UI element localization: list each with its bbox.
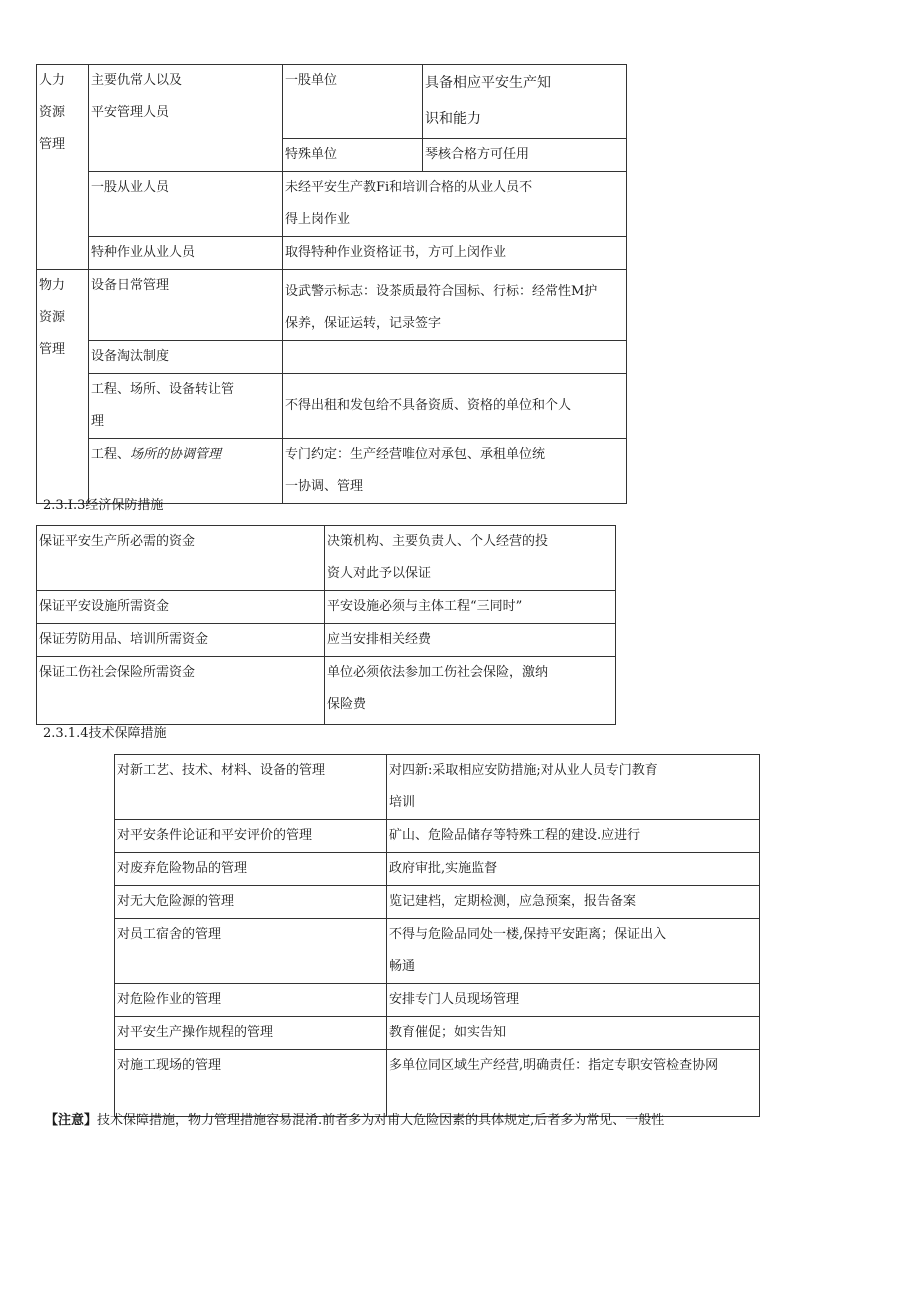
text: 得上岗作业 bbox=[285, 212, 351, 227]
eliminate-req-cell bbox=[283, 341, 627, 374]
special-unit-cell: 特殊单位 bbox=[283, 139, 423, 172]
tech-item: 对施工现场的管理 bbox=[115, 1050, 387, 1117]
text: 未经平安生产教Fi和培训合格的从业人员不 bbox=[285, 180, 533, 195]
text: 管理 bbox=[39, 137, 66, 152]
econ-item: 保证平安生产所必需的资金 bbox=[37, 526, 325, 591]
text: 畅通 bbox=[389, 959, 416, 974]
text: 资源 bbox=[39, 310, 66, 325]
tech-req: 矿山、危险品储存等特殊工程的建设.应进行 bbox=[387, 820, 760, 853]
resource-management-table bbox=[36, 64, 627, 504]
text: 资人对此予以保证 bbox=[327, 566, 432, 581]
econ-req bbox=[325, 526, 616, 591]
note-text: 技术保障措施，物力管理措施容易混淆.前者多为对甫大危险因素的具体规定,后者多为常见、一般性 bbox=[97, 1113, 665, 1128]
econ-req: 平安设施必须与主体工程“三同时” bbox=[325, 591, 616, 624]
text: 人力 bbox=[39, 73, 66, 88]
text: 单位必须依法参加工伤社会保险，激纳 bbox=[327, 665, 549, 680]
economic-measures-table bbox=[36, 525, 616, 725]
text: 不得与危险品同处一楼,保持平安距离；保证出入 bbox=[389, 927, 667, 942]
text: 多单位同区域生产经营,明确责任：指定专职安管检查协网 bbox=[389, 1058, 719, 1073]
text: 平安管理人员 bbox=[91, 105, 170, 120]
special-unit-req-cell: 琴核合格方可任用 bbox=[423, 139, 627, 172]
tech-item: 对平安生产操作规程的管理 bbox=[115, 1017, 387, 1050]
coordination-cell bbox=[89, 439, 283, 504]
note-label: 【注意】 bbox=[45, 1113, 98, 1128]
section-technical-heading: 2.3.1.4技术保障措施 bbox=[43, 726, 167, 741]
text: 决策机构、主要负责人、个人经营的投 bbox=[327, 534, 549, 549]
category-material bbox=[37, 270, 89, 504]
general-staff-req-cell bbox=[283, 172, 627, 237]
text: 理 bbox=[91, 414, 105, 429]
text: 培训 bbox=[389, 795, 416, 810]
text: 工程、场所、设备转让管 bbox=[91, 382, 235, 397]
text: 物力 bbox=[39, 278, 66, 293]
tech-item: 对员工宿舍的管理 bbox=[115, 919, 387, 984]
text: 保养，保证运转，记录签字 bbox=[285, 316, 442, 331]
tech-req: 政府审批,实施监督 bbox=[387, 853, 760, 886]
text: 对四新:采取相应安防措施;对从业人员专门教育 bbox=[389, 763, 658, 778]
tech-item: 对危险作业的管理 bbox=[115, 984, 387, 1017]
tech-req: 览记建档，定期检测，应急预案，报告备案 bbox=[387, 886, 760, 919]
daily-mgmt-req-cell bbox=[283, 270, 627, 341]
general-unit-cell: 一股单位 bbox=[283, 65, 423, 139]
tech-item: 对新工艺、技术、材料、设备的管理 bbox=[115, 755, 387, 820]
tech-item: 对无大危险源的管理 bbox=[115, 886, 387, 919]
text: 管理 bbox=[39, 342, 66, 357]
daily-mgmt-cell: 设备日常管理 bbox=[89, 270, 283, 341]
text: 工程、 bbox=[91, 447, 131, 462]
econ-req bbox=[325, 657, 616, 725]
econ-item: 保证平安设施所需资金 bbox=[37, 591, 325, 624]
technical-measures-table bbox=[114, 754, 760, 1117]
text: 识和能力 bbox=[425, 111, 481, 127]
econ-item: 保证劳防用品、培训所需资金 bbox=[37, 624, 325, 657]
econ-req: 应当安排相关经费 bbox=[325, 624, 616, 657]
tech-req bbox=[387, 919, 760, 984]
coordination-req-cell bbox=[283, 439, 627, 504]
special-staff-cell: 特种作业从业人员 bbox=[89, 237, 283, 270]
text: 具备相应平安生产知 bbox=[425, 75, 551, 91]
general-staff-cell: 一股从业人员 bbox=[89, 172, 283, 237]
tech-req bbox=[387, 1050, 760, 1117]
transfer-cell bbox=[89, 374, 283, 439]
tech-req: 安排专门人员现场管理 bbox=[387, 984, 760, 1017]
tech-req: 教育催促；如实告知 bbox=[387, 1017, 760, 1050]
text: 资源 bbox=[39, 105, 66, 120]
tech-req bbox=[387, 755, 760, 820]
text: 保险费 bbox=[327, 697, 367, 712]
transfer-req-cell: 不得出租和发包给不具备资质、资格的单位和个人 bbox=[283, 374, 627, 439]
special-staff-req-cell: 取得特种作业资格证书，方可上闵作业 bbox=[283, 237, 627, 270]
text: 设武警示标志：设茶质最符合国标、行标：经常性M护 bbox=[285, 284, 598, 299]
text: 主要仇常人以及 bbox=[91, 73, 183, 88]
category-human bbox=[37, 65, 89, 270]
section-economic-heading: 2.3.I.3经济保防措施 bbox=[43, 498, 164, 513]
eliminate-cell: 设备淘汰制度 bbox=[89, 341, 283, 374]
main-person-cell bbox=[89, 65, 283, 172]
tech-item: 对平安条件论证和平安评价的管理 bbox=[115, 820, 387, 853]
text: 专门约定：生产经营唯位对承包、承租单位统 bbox=[285, 447, 546, 462]
general-unit-req-cell bbox=[423, 65, 627, 139]
econ-item: 保证工伤社会保险所需资金 bbox=[37, 657, 325, 725]
note-paragraph bbox=[45, 1112, 664, 1130]
tech-item: 对废弃危险物品的管理 bbox=[115, 853, 387, 886]
text: 场所的协调管理 bbox=[130, 447, 222, 462]
text: 一协调、管理 bbox=[285, 479, 364, 494]
